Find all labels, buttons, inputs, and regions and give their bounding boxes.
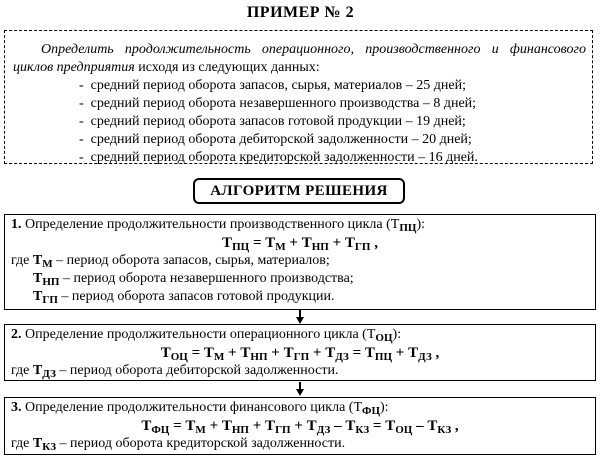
task-data-list — [13, 77, 586, 167]
formula-text: $Т_{ПЦ} = Т_М + Т_{НП} + Т_{ГП}$ , — [222, 235, 378, 253]
example-title: ПРИМЕР № 2 — [246, 4, 355, 21]
step-3-def-tkz: где $Т_{КЗ}$ – период оборота кредиторской задолженности. — [11, 436, 346, 453]
formula-text: $Т_{ФЦ} = Т_М + Т_{НП} + Т_{ГП} + Т_{ДЗ} - Т_{КЗ} = Т_{ОЦ} - Т_{КЗ}$ , — [141, 418, 459, 436]
step-1-box — [4, 214, 596, 310]
step-3-heading: 3. Определение продолжительности финансового цикла $(Т_{ФЦ})$: — [11, 400, 389, 417]
list-item: - средний период оборота запасов готовой продукции – 19 дней; — [79, 114, 466, 129]
list-item: - средний период оборота незавершенного производства – 8 дней; — [79, 96, 477, 111]
step-1-def-tgp: $Т_{ГП}$ – период оборота запасов готовой продукции. — [33, 289, 335, 306]
step-2-def-tdz: где $Т_{ДЗ}$ – период оборота дебиторской задолженности. — [11, 363, 339, 380]
list-item: - средний период оборота запасов, сырья, материалов – 25 дней; — [79, 78, 466, 93]
step-2-box — [4, 324, 596, 381]
step-2-heading: 2. Определение продолжительности операционного цикла $(Т_{ОЦ})$: — [11, 327, 402, 344]
list-item: - средний период оборота кредиторской задолженности – 16 дней. — [79, 150, 478, 165]
task-box — [4, 30, 593, 164]
list-item: - средний период оборота дебиторской задолженности – 20 дней; — [79, 132, 472, 147]
step-2-formula — [11, 344, 589, 362]
task-intro-italic: Определить продолжительность операционного, производственного и финансового циклов предприятия — [13, 42, 586, 75]
step-3-formula — [11, 417, 589, 435]
step-1-def-tnp: $Т_{НП}$ – период оборота незавершенного производства; — [33, 271, 354, 288]
formula-text: $Т_{ОЦ} = Т_М + Т_{НП} + Т_{ГП} + Т_{ДЗ} = Т_{ПЦ} + Т_{ДЗ}$ , — [160, 345, 440, 363]
task-intro — [13, 41, 586, 77]
flow-arrow-icon — [296, 310, 304, 324]
step-1-def-tm: где $Т_М$ – период оборота запасов, сырья, материалов; — [11, 253, 330, 270]
algorithm-header: АЛГОРИТМ РЕШЕНИЯ — [193, 178, 405, 204]
step-3-box — [4, 397, 596, 455]
step-1-heading: 1. Определение продолжительности производственного цикла $(Т_{ПЦ})$: — [11, 217, 426, 234]
step-1-formula — [11, 234, 589, 252]
flow-arrow-icon — [296, 382, 304, 396]
task-intro-rest: исходя из следующих данных: — [134, 60, 320, 75]
